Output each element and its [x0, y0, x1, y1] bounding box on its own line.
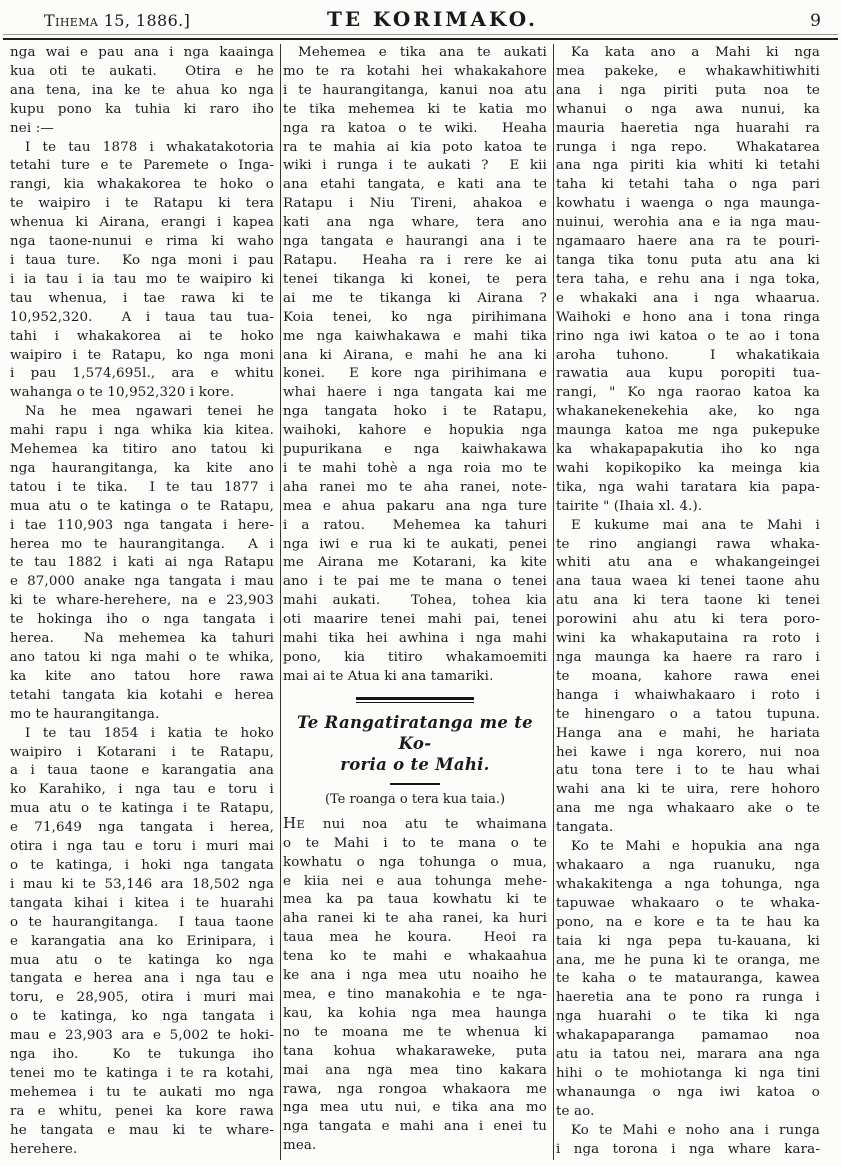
text-line: mea, e tino manakohia e te nga- — [283, 986, 547, 1002]
text-line: wahi kopikopiko ka meinga kia — [556, 460, 820, 476]
text-line: kupu pono ka tuhia ki raro iho — [10, 101, 274, 117]
small-caps-lead: He — [283, 813, 306, 832]
text-line: me nga kaiwhakawa e mahi tika — [283, 328, 547, 344]
text-line: mua atu o te katinga i te Ratapu, — [10, 801, 274, 817]
text-line: mai ana nga mea tino kakara — [283, 1062, 547, 1078]
text-line: wahanga o te 10,952,320 i kore. — [10, 385, 235, 401]
text-line: tana kohua whakaraweke, puta — [283, 1043, 547, 1059]
text-line: mua atu o te katinga ko nga — [10, 952, 274, 968]
text-line: kua oti te aukati. Otira e he — [10, 63, 274, 79]
text-line: nga taone-nunui e rima ki waho — [10, 234, 274, 250]
text-line: Waihoki e hono ana i tona ringa — [556, 309, 820, 325]
text-line: waipiro i te Ratapu, ko nga moni — [10, 347, 274, 363]
text-line: kati ana nga whare, tera ano — [283, 215, 547, 231]
text-line: ai me te tikanga ki Airana ? — [283, 290, 547, 306]
text-line: aroha tuhono. I whakatikaia — [556, 347, 820, 363]
text-line: whai haere i nga tangata kai me — [283, 385, 547, 401]
text-line: no te moana me te whenua ki — [283, 1024, 547, 1040]
text-line: Ko te Mahi e noho ana i runga — [571, 1122, 820, 1138]
text-line: te moana, kahore rawa enei — [556, 668, 820, 684]
text-line: i te mahi tohè a nga roia mo te — [283, 460, 547, 476]
text-line: tairite " (Ihaia xl. 4.). — [556, 498, 703, 514]
text-line: mau e 23,903 ara e 5,002 te hoki- — [10, 1028, 274, 1044]
text-line: pono, na e kore e ta te hau ka — [556, 914, 820, 930]
text-line: hei kawe i nga korero, nui noa — [556, 744, 820, 760]
text-line: nga wai e pau ana i nga kaainga — [10, 45, 274, 60]
issue-date: Tihema 15, 1886.] — [44, 11, 191, 30]
text-line: ana i nga piriti puta noa te — [556, 82, 820, 98]
text-line: nga tangata e mahi ana i enei tu — [283, 1119, 547, 1135]
text-line: i pau 1,574,695l., ara e whitu — [10, 366, 274, 382]
text-line: ana tena, ina ke te ahua ko nga — [10, 82, 274, 98]
text-line: i te haurangitanga, kanui noa atu — [283, 82, 547, 98]
text-line: nga maunga ka haere ra raro i — [556, 650, 820, 665]
article-heading-line: Te Rangatiratanga me te Ko- — [297, 712, 533, 753]
text-line: o te haurangitanga. I taua taone — [10, 914, 274, 930]
news-column-2 — [281, 44, 553, 1160]
text-line: ana me nga whakaaro ake o te — [556, 801, 820, 817]
text-line: ana etahi tangata, e kati ana te — [283, 177, 547, 193]
text-line: o te katinga, ko nga tangata i — [10, 1009, 274, 1025]
text-line: te hokinga iho o nga tangata i — [10, 612, 274, 628]
text-line: ana, me he puna ki te oranga, me — [556, 952, 820, 968]
page-body — [0, 40, 841, 1160]
text-line: Koia tenei, ko nga pirihimana — [283, 309, 547, 325]
text-line: i nga torona i nga whare kara- — [556, 1141, 820, 1157]
page-number: 9 — [810, 11, 821, 31]
text-line: whanaunga o nga iwi katoa o — [556, 1084, 820, 1100]
text-line: atu tona tere i to te hau whai — [556, 763, 820, 779]
text-line: Hanga ana e mahi, he hariata — [556, 725, 820, 741]
text-line: nga iwi e rua ki te aukati, penei — [283, 536, 547, 552]
text-line: rangi, " Ko nga raorao katoa ka — [556, 385, 820, 401]
text-line: mahi tika hei awhina i nga mahi — [283, 631, 547, 647]
continuation-note: (Te roanga o tera kua taia.) — [324, 791, 506, 807]
text-line: ana nga piriti kia whiti ki tetahi — [556, 158, 820, 174]
text-line: o te katinga, i hoki nga tangata — [10, 857, 274, 873]
text-line: whakanekenekehia ake, ko nga — [556, 404, 820, 420]
text-line: otira i nga tau e toru i muri mai — [10, 839, 274, 855]
text-line: Ka kata ano a Mahi ki nga — [571, 45, 820, 60]
text-line: kowhatu i waenga o nga maunga- — [556, 196, 820, 212]
text-line: E kukume mai ana te Mahi i — [571, 517, 820, 533]
text-line: wahi ana ki te uira, rere hohoro — [556, 782, 820, 798]
text-line: te tau 1882 i kati ai nga Ratapu — [10, 555, 274, 571]
text-line: te hinengaro o a tatou tupuna. — [556, 706, 820, 722]
text-line: waipiro i Kotarani i te Ratapu, — [10, 744, 274, 760]
text-line: nga haurangitanga, ka kite ano — [10, 460, 274, 476]
text-line: te tika mehemea ki te katia mo — [283, 101, 547, 117]
paragraph — [10, 403, 274, 724]
text-line: waihoki, kahore e hopukia nga — [283, 423, 547, 439]
text-line: Ko te Mahi e hopukia ana nga — [571, 839, 820, 855]
text-line: whakapaparanga pamamao noa — [556, 1028, 820, 1044]
text-line: nga tangata e haurangi ana i te — [283, 234, 547, 250]
text-line: nga tangata hoko i te Ratapu, — [283, 404, 547, 420]
text-line: mea e ahua pakaru ana nga ture — [283, 498, 547, 514]
text-line: e kiia nei e aua tohunga mehe- — [283, 873, 547, 889]
text-line: wini ka whakaputaina ra roto i — [556, 631, 820, 647]
text-line: tanga tika tonu puta atu ana ki — [556, 252, 820, 268]
text-line: kau, ka kohia nga mea haunga — [283, 1005, 547, 1021]
paragraph — [556, 838, 820, 1122]
text-line: aha ranei ki te aha ranei, ka huri — [283, 911, 547, 927]
text-line: i mau ki te 53,146 ara 18,502 nga — [10, 876, 274, 892]
text-line: tahi i whakakorea ai te hoko — [10, 328, 274, 344]
text-line: atu ia tatou nei, marara ana nga — [556, 1047, 820, 1063]
text-line: atu ana ki tera taone ki tenei — [556, 593, 820, 609]
page-header — [0, 0, 841, 31]
text-line: pono, kia titiro whakamoemiti — [283, 650, 547, 665]
text-line: tika, nga wahi taratara kia papa- — [556, 479, 820, 495]
text-line: a i taua taone e karangatia ana — [10, 763, 274, 779]
text-line: te kaha o te matauranga, kawea — [556, 971, 820, 987]
text-line: konei. E kore nga pirihimana e — [283, 366, 547, 382]
paragraph — [556, 517, 820, 838]
text-line: me Airana me Kotarani, ka kite — [283, 555, 547, 571]
text-line: porowini ahu atu ki tera poro- — [556, 612, 820, 628]
text-line: ka whakapapakutia iho ko nga — [556, 442, 820, 458]
text-line: I te tau 1854 i katia te hoko — [25, 725, 274, 741]
text-line: he tangata e mau ki te whare- — [10, 1122, 274, 1138]
text-line: mea ka pa taua kowhatu ki te — [283, 892, 547, 908]
text-line: mo te haurangitanga. — [10, 706, 160, 722]
text-line: nei :— — [10, 120, 54, 136]
text-line: nga iho. Ko te tukunga iho — [10, 1047, 274, 1063]
text-line: whakakitenga a nga tohunga, nga — [556, 876, 820, 892]
text-line: Mehemea e tika ana te aukati — [298, 45, 547, 60]
text-line: nga ra katoa o te wiki. Heaha — [283, 120, 547, 136]
text-line: e whakaki ana i nga whaarua. — [556, 290, 820, 306]
text-line: whakaaro a nga ruanuku, nga — [556, 857, 820, 873]
text-line: tena ko te mahi e whakaahua — [283, 949, 547, 965]
text-line: mua atu o te katinga o te Ratapu, — [10, 498, 274, 514]
text-line: e 87,000 anake nga tangata i mau — [10, 574, 274, 590]
text-line: taua mea he koura. Heoi ra — [283, 930, 547, 946]
text-line: mo te ra kotahi hei whakakahore — [283, 63, 547, 79]
text-line: herea. Na mehemea ka tahuri — [10, 631, 274, 647]
text-line: I te tau 1878 i whakatakotoria — [25, 139, 274, 155]
text-line: toru, e 28,905, otira i muri mai — [10, 990, 274, 1006]
text-line: He nui noa atu te whaimana — [283, 813, 547, 832]
text-line: tera taha, e rehu ana i nga toka, — [556, 271, 820, 287]
text-line: tapuwae whakaaro o te whaka- — [556, 895, 820, 911]
header-rule-thin — [3, 34, 838, 35]
text-line: o te Mahi i to te mana o te — [283, 835, 547, 851]
text-line: mahi rapu i nga whika kia kitea. — [10, 423, 274, 439]
paragraph — [10, 139, 274, 404]
text-line: te waipiro i te Ratapu ki tera — [10, 196, 274, 212]
text-line: mea pakeke, e whakawhitiwhiti — [556, 63, 820, 79]
text-line: mahi aukati. Tohea, tohea kia — [283, 593, 547, 609]
text-line: ki te whare-herehere, na e 23,903 — [10, 593, 274, 609]
text-line: wiki i runga i te aukati ? E kii — [283, 158, 547, 174]
news-column-3 — [554, 44, 826, 1160]
text-line: tenei mo te katinga i te ra kotahi, — [10, 1065, 274, 1081]
text-line: ngamaaro haere ana ra te pouri- — [556, 234, 820, 250]
text-line: tenei tikanga ki konei, te pera — [283, 271, 547, 287]
text-line: rawa, nga rongoa whakaora me — [283, 1081, 547, 1097]
text-line: kowhatu o nga tohunga o mua, — [283, 854, 547, 870]
text-line: hihi o te mohiotanga ki nga tini — [556, 1065, 820, 1081]
text-line: tangata kihai i kitea i te huarahi — [10, 895, 274, 911]
text-line: nga huarahi o te tika ki nga — [556, 1009, 820, 1025]
article-heading-line: roria o te Mahi. — [340, 754, 490, 774]
text-line: oti maarire tenei mahi pai, tenei — [283, 612, 547, 628]
text-line: Ratapu i Niu Tireni, ahakoa e — [283, 196, 547, 212]
text-line: te ao. — [556, 1103, 595, 1119]
text-line: i taua ture. Ko nga moni i pau — [10, 252, 274, 268]
paragraph — [283, 44, 547, 687]
text-line: ano i te pai me te mana o tenei — [283, 574, 547, 590]
paragraph — [10, 44, 274, 139]
text-line: whanui o nga awa nunui, ka — [556, 101, 820, 117]
text-line: ra e whitu, penei ka kore rawa — [10, 1103, 274, 1119]
text-line: mehemea i tu te aukati mo nga — [10, 1084, 274, 1100]
text-line: aha ranei mo te aha ranei, note- — [283, 479, 547, 495]
text-line: haeretia ana te pono ra runga i — [556, 990, 820, 1006]
text-line: nga mea utu nui, e tika ana mo — [283, 1100, 547, 1116]
text-line: tetahi tangata kia kotahi e herea — [10, 687, 274, 703]
text-line: tangata. — [556, 820, 614, 836]
text-line: e karangatia ana ko Erinipara, i — [10, 933, 274, 949]
text-line: i ia tau i ia tau mo te waipiro ki — [10, 271, 274, 287]
section-rule — [390, 783, 440, 785]
text-line: ana taua waea ki tenei taone ahu — [556, 574, 820, 590]
text-line: tetahi ture e te Paremete o Inga- — [10, 158, 274, 174]
text-line: nuinui, werohia ana e ia nga mau- — [556, 215, 820, 231]
text-line: ka kite ano tatou hore rawa — [10, 668, 274, 684]
section-rule — [356, 697, 474, 703]
text-line: 10,952,320. A i taua tau tua- — [10, 309, 274, 325]
text-line: rawatia aua kupu poropiti tua- — [556, 366, 820, 382]
text-line: rino nga iwi katoa o te ao i tona — [556, 328, 820, 344]
text-line: Ratapu. Heaha ra i rere ke ai — [283, 252, 547, 268]
text-line: tangata e herea ana i nga tau e — [10, 971, 274, 987]
text-line: i tae 110,903 nga tangata i here- — [10, 517, 274, 533]
paragraph — [283, 814, 547, 1156]
text-line: taha ki tetahi taha o nga pari — [556, 177, 820, 193]
text-line: tau whenua, i tae rawa ki te — [10, 290, 274, 306]
text-line: ano tatou ki nga mahi o te whika, — [10, 650, 274, 665]
text-line: taia ki nga pepa tu-kauana, ki — [556, 933, 820, 949]
paragraph — [10, 725, 274, 1160]
paragraph — [556, 44, 820, 517]
masthead-title: TE KORIMAKO. — [326, 7, 539, 31]
news-column-1 — [8, 44, 280, 1160]
text-line: ra te mahia ai kia poto katoa te — [283, 139, 547, 155]
paragraph — [556, 1122, 820, 1160]
text-line: e 71,649 nga tangata i herea, — [10, 820, 274, 836]
text-line: te rino angiangi rawa whaka- — [556, 536, 820, 552]
text-line: ke ana i nga mea utu noaiho he — [283, 968, 547, 984]
text-line: mai ai te Atua ki ana tamariki. — [283, 668, 494, 684]
text-line: tatou i te tika. I te tau 1877 i — [10, 479, 274, 495]
text-line: Na he mea ngawari tenei he — [25, 404, 274, 420]
text-line: hanga i whaiwhakaaro i roto i — [556, 687, 820, 703]
text-line: mauria haeretia nga huarahi ra — [556, 120, 820, 136]
text-line: maunga katoa me nga pukepuke — [556, 423, 820, 439]
text-line: whenua ki Airana, erangi i kapea — [10, 215, 274, 231]
text-line: whiti atu ana e whakangeingei — [556, 555, 820, 571]
text-line: herea mo te haurangitanga. A i — [10, 536, 274, 552]
article-heading — [283, 712, 547, 775]
text-line: ana ki Airana, e mahi he ana ki — [283, 347, 547, 363]
text-line: mea. — [283, 1138, 317, 1154]
text-line: herehere. — [10, 1141, 78, 1157]
text-line: pupurikana e nga kaiwhakawa — [283, 442, 547, 458]
text-line: ko Karahiko, i nga tau e toru i — [10, 782, 274, 798]
text-line: Mehemea ka titiro ano tatou ki — [10, 442, 274, 458]
text-line: i a ratou. Mehemea ka tahuri — [283, 517, 547, 533]
text-line: rangi, kia whakakorea te hoko o — [10, 177, 274, 193]
text-line: runga i nga repo. Whakatarea — [556, 139, 820, 155]
